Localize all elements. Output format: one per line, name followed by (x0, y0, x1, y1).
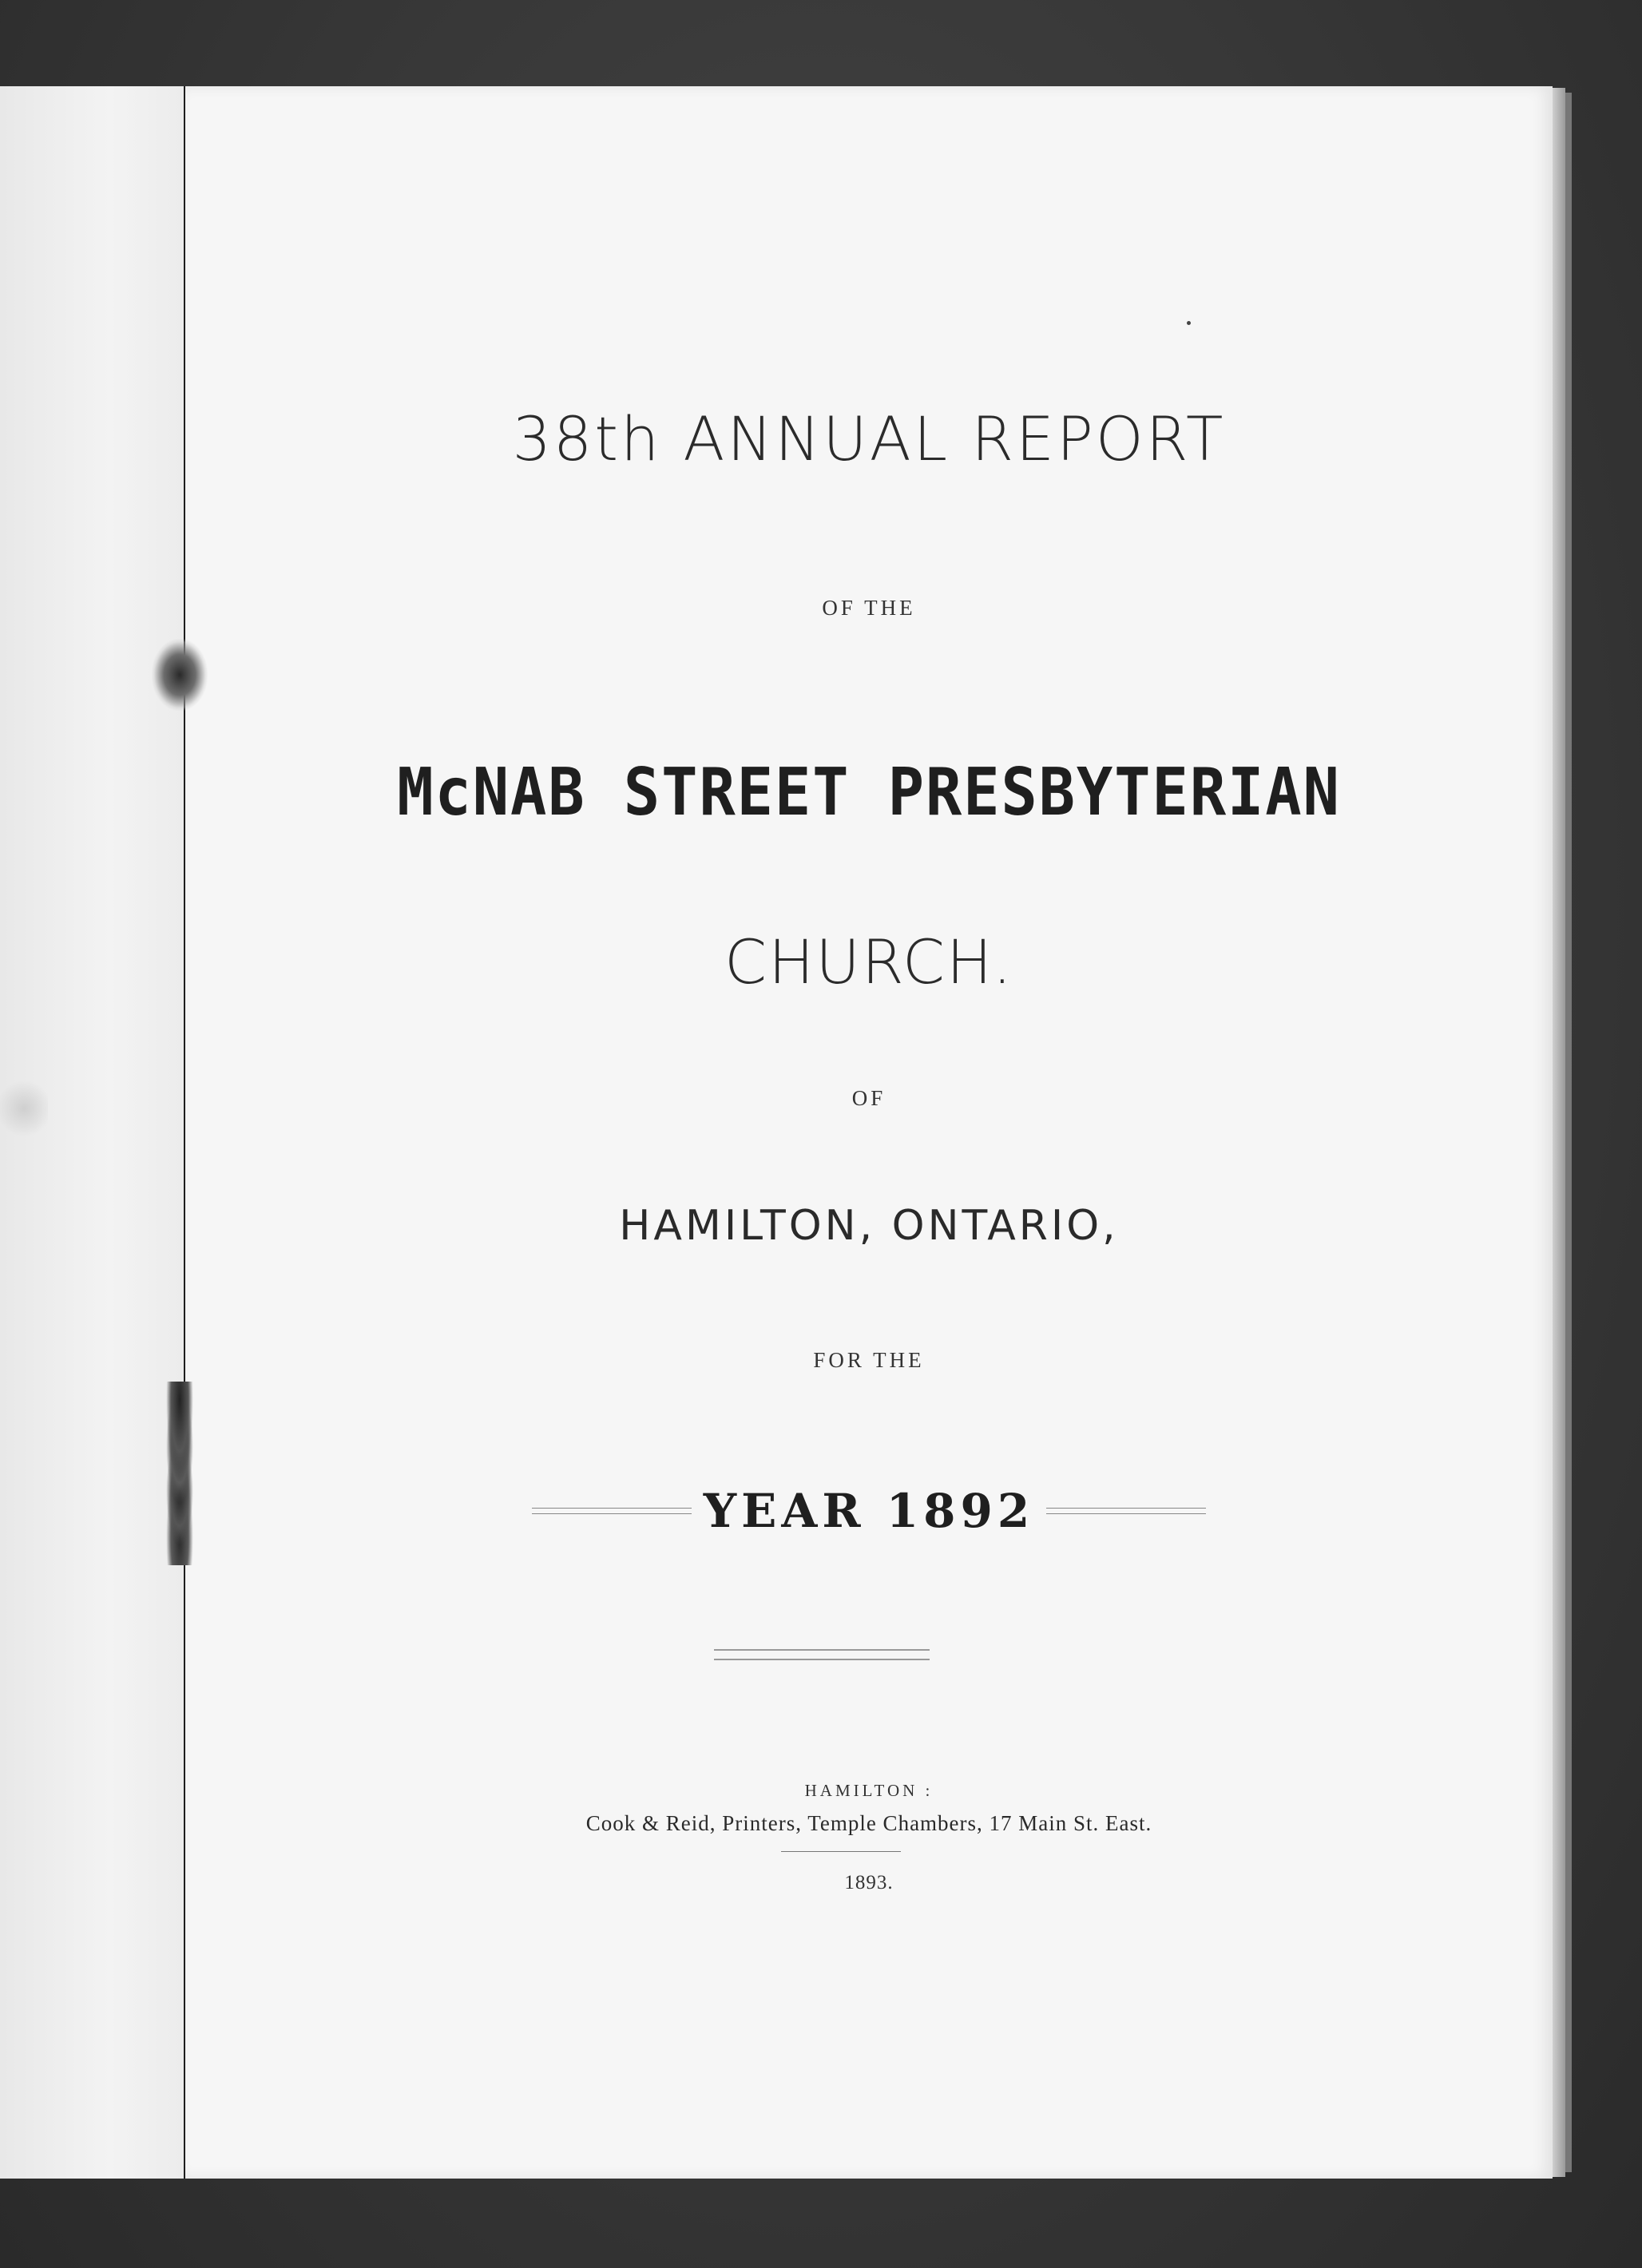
church-label: CHURCH. (724, 926, 1013, 997)
title-page (185, 86, 1553, 2179)
dust-speck (1187, 321, 1191, 325)
imprint-city: HAMILTON : (804, 1781, 934, 1800)
year-rule-right (1046, 1508, 1206, 1514)
imprint-printer: Cook & Reid, Printers, Temple Chambers, 17 Main St. East. (585, 1811, 1152, 1835)
imprint-rule (781, 1851, 901, 1852)
binding-staple-top (152, 639, 208, 711)
year-rule-left (532, 1508, 692, 1514)
of-label: OF (851, 1086, 886, 1110)
report-title: 38th ANNUAL REPORT (512, 403, 1226, 474)
year-row (185, 1484, 1553, 1538)
imprint-year: 1893. (844, 1872, 894, 1893)
for-the-label: FOR THE (813, 1348, 925, 1372)
page-edge (1553, 88, 1565, 2177)
location: HAMILTON, ONTARIO, (619, 1202, 1119, 1250)
report-year: YEAR 1892 (703, 1484, 1035, 1538)
double-rule (714, 1649, 930, 1660)
smudge (0, 1077, 48, 1140)
church-name: McNAB STREET PRESBYTERIAN (397, 755, 1341, 831)
facing-page (0, 86, 186, 2179)
page-edge-shadow (1565, 93, 1572, 2172)
of-the-label: OF THE (822, 596, 916, 620)
